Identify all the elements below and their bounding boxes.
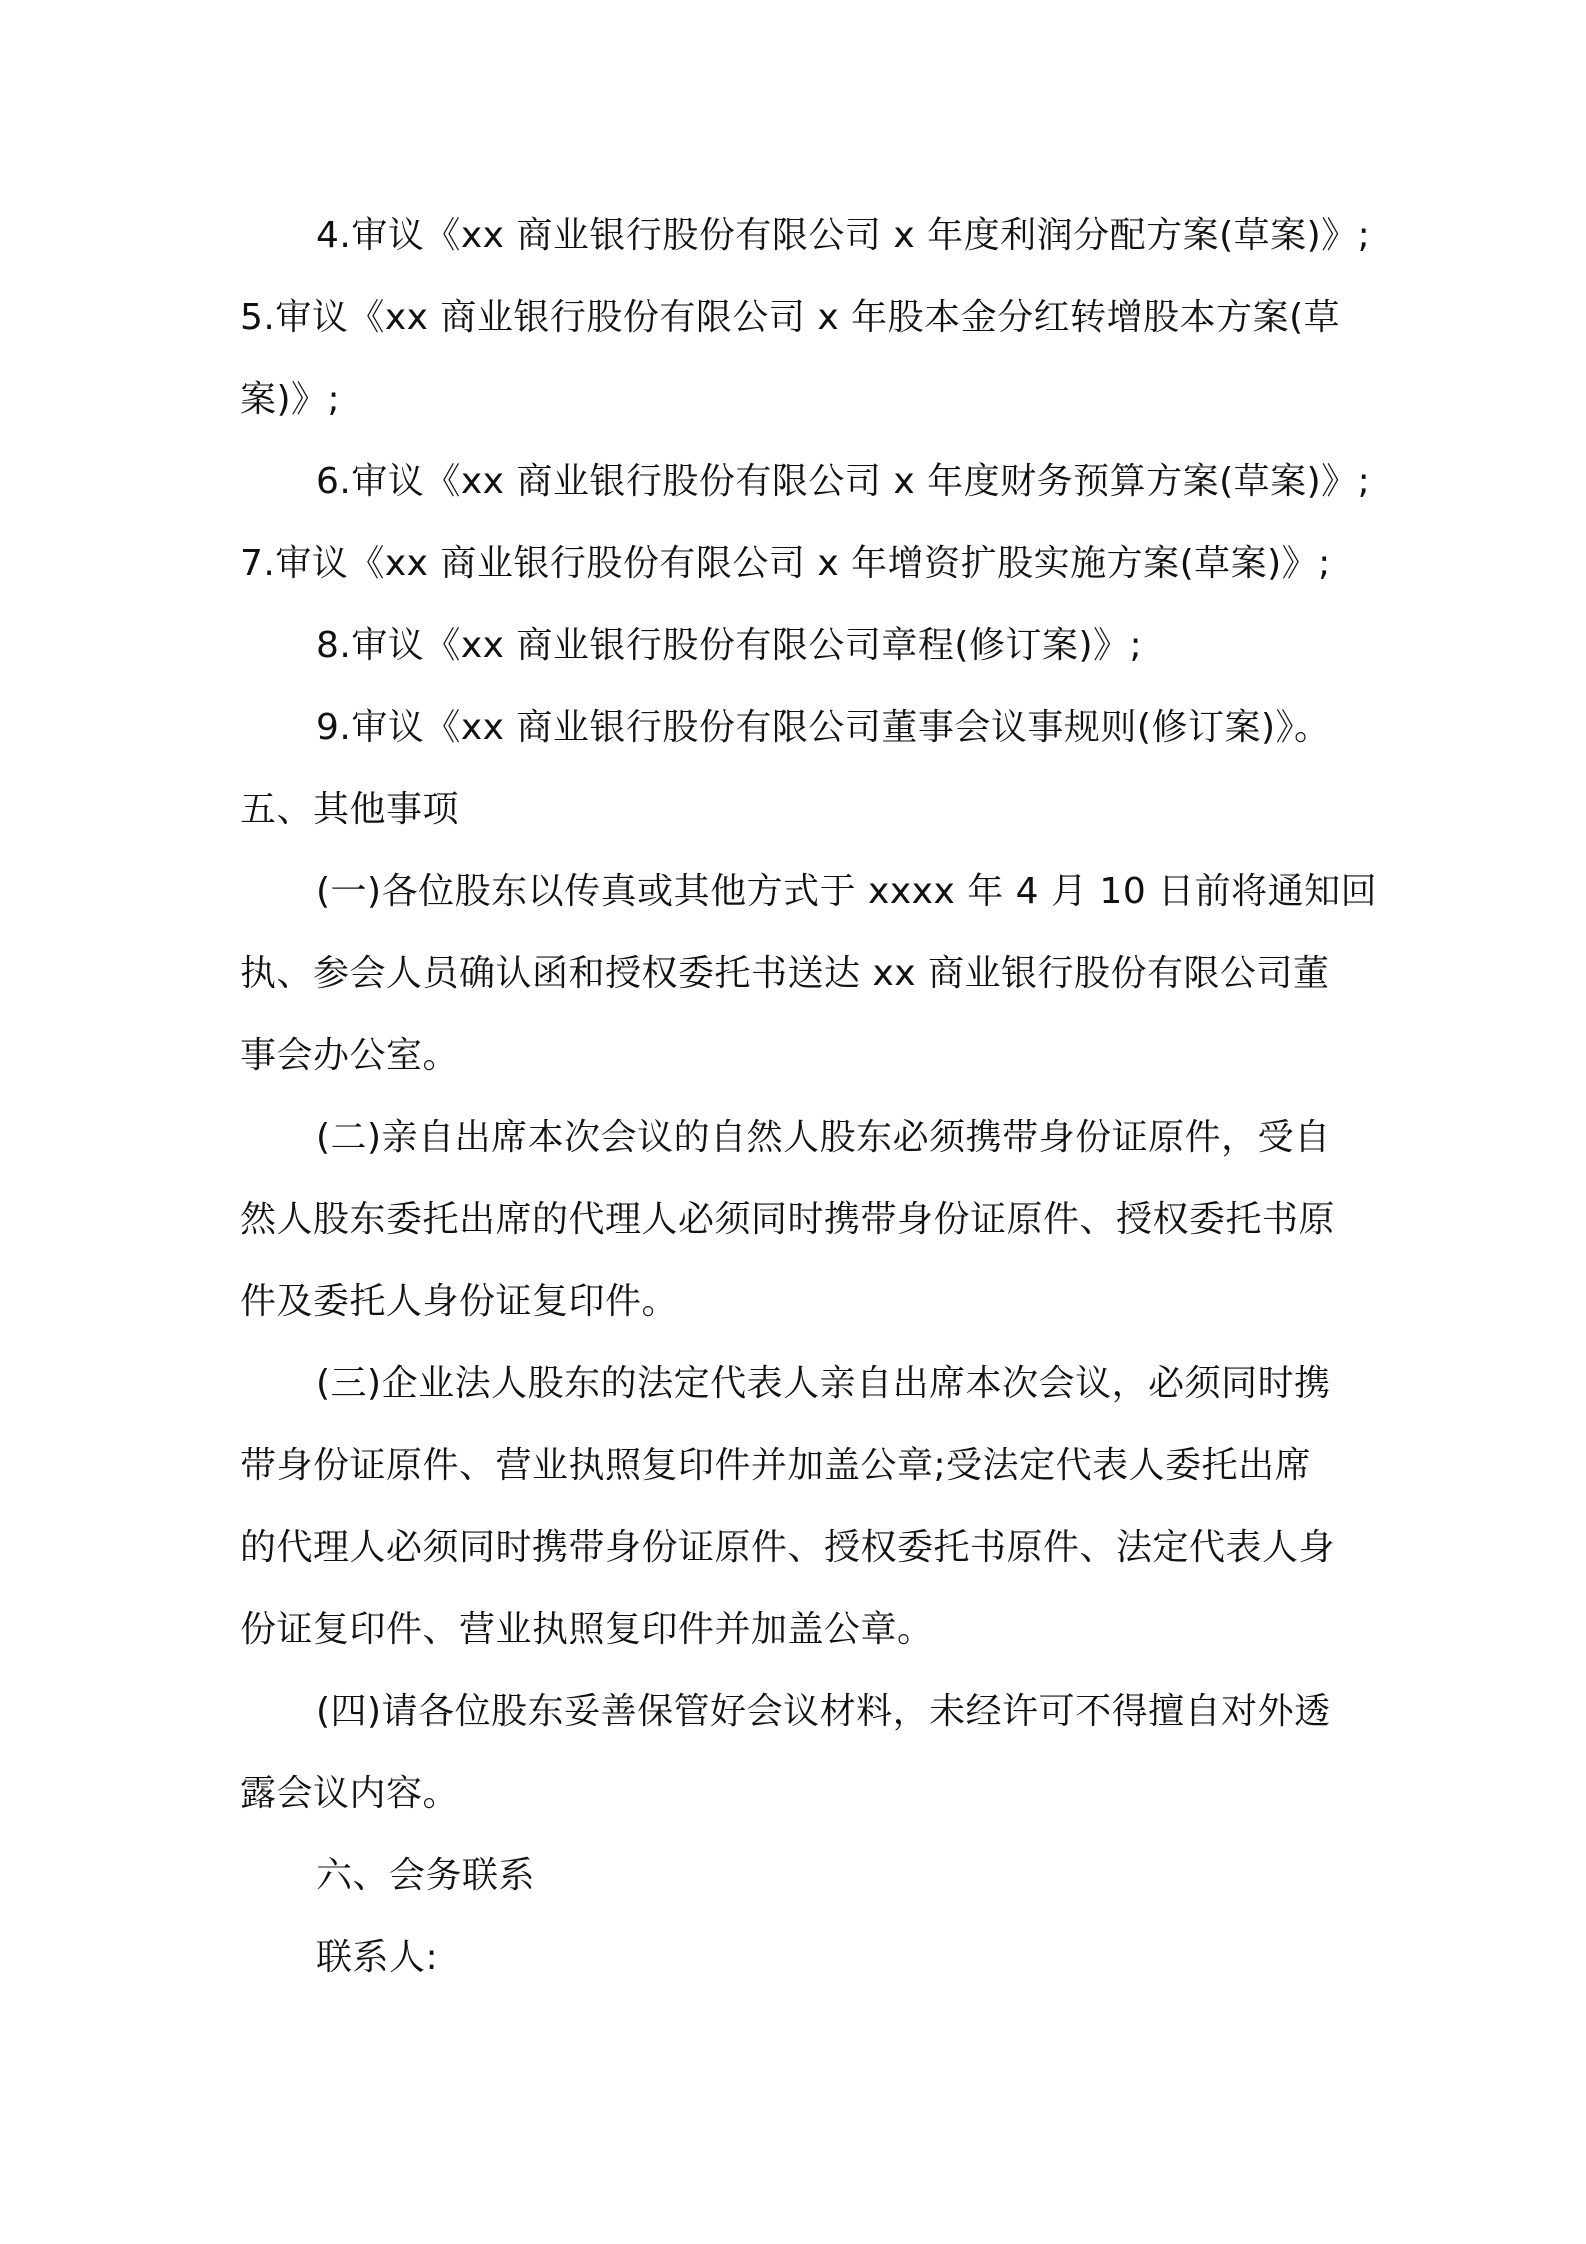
other-matters-3-line-3: 的代理人必须同时携带身份证原件、授权委托书原件、法定代表人身 <box>240 1527 1336 1568</box>
other-matters-4-line-2: 露会议内容。 <box>240 1773 460 1814</box>
other-matters-4-line-1: (四)请各位股东妥善保管好会议材料，未经许可不得擅自对外透 <box>316 1691 1331 1732</box>
agenda-item-9: 9.审议《xx 商业银行股份有限公司董事会议事规则(修订案)》。 <box>316 707 1331 748</box>
other-matters-2-line-2: 然人股东委托出席的代理人必须同时携带身份证原件、授权委托书原 <box>240 1199 1336 1240</box>
agenda-item-5-line-1: 5.审议《xx 商业银行股份有限公司 x 年股本金分红转增股本方案(草 <box>240 297 1341 338</box>
other-matters-1-line-2: 执、参会人员确认函和授权委托书送达 xx 商业银行股份有限公司董 <box>240 953 1330 994</box>
other-matters-1-line-1: (一)各位股东以传真或其他方式于 xxxx 年 4 月 10 日前将通知回 <box>316 871 1378 912</box>
agenda-item-5-line-2: 案)》; <box>240 379 341 420</box>
agenda-item-4: 4.审议《xx 商业银行股份有限公司 x 年度利润分配方案(草案)》; <box>316 215 1371 256</box>
agenda-item-7: 7.审议《xx 商业银行股份有限公司 x 年增资扩股实施方案(草案)》; <box>240 543 1331 584</box>
section-heading-other-matters: 五、其他事项 <box>240 789 460 830</box>
other-matters-2-line-1: (二)亲自出席本次会议的自然人股东必须携带身份证原件，受自 <box>316 1117 1331 1158</box>
section-heading-contact: 六、会务联系 <box>316 1855 536 1896</box>
agenda-item-8: 8.审议《xx 商业银行股份有限公司章程(修订案)》; <box>316 625 1143 666</box>
other-matters-3-line-2: 带身份证原件、营业执照复印件并加盖公章;受法定代表人委托出席 <box>240 1445 1312 1486</box>
contact-person-label: 联系人: <box>316 1937 439 1978</box>
other-matters-1-line-3: 事会办公室。 <box>240 1035 460 1076</box>
document-body <box>240 195 1378 1999</box>
other-matters-2-line-3: 件及委托人身份证复印件。 <box>240 1281 679 1322</box>
other-matters-3-line-4: 份证复印件、营业执照复印件并加盖公章。 <box>240 1609 934 1650</box>
agenda-item-6: 6.审议《xx 商业银行股份有限公司 x 年度财务预算方案(草案)》; <box>316 461 1371 502</box>
other-matters-3-line-1: (三)企业法人股东的法定代表人亲自出席本次会议，必须同时携 <box>316 1363 1331 1404</box>
